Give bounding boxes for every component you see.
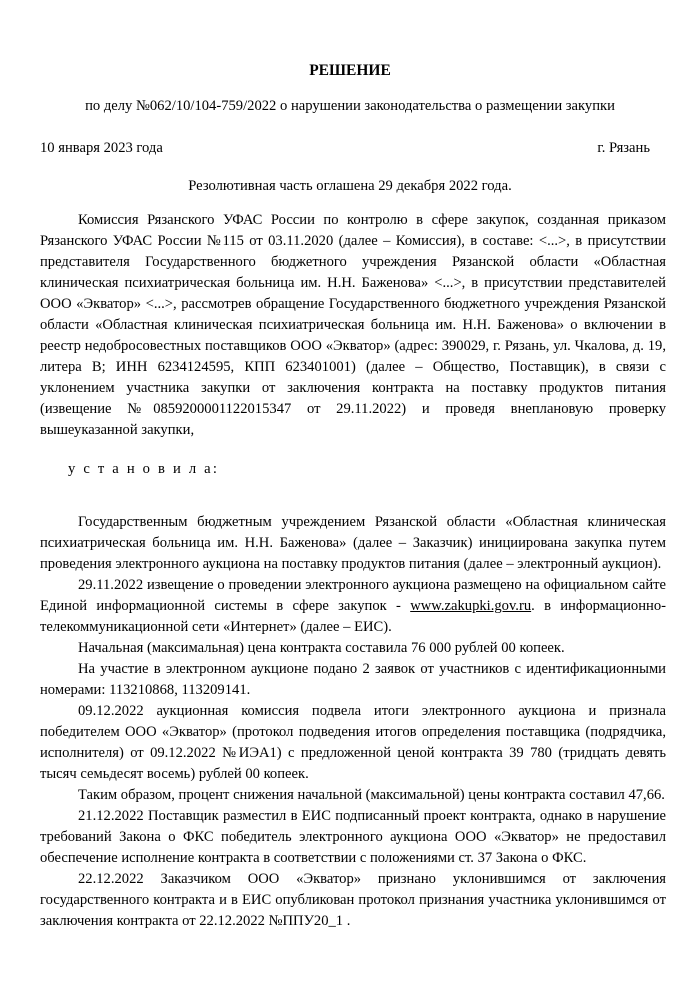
commission-paragraph: Комиссия Рязанского УФАС России по контролю в сфере закупок, созданная приказом Рязанского УФАС России №115 от 03.11.2020 (далее – Комиссия), в составе: <...>, в присутствии представителя Государственного бюджетного учреждения Рязанской области «Областная клиническая психиатрическая больница им. Н.Н. Баженова» <...>, в присутствии представителей ООО «Экватор» <...>, рассмотрев обращение Государственного бюджетного учреждения Рязанской области «Областная клиническая психиатрическая больница им. Н.Н. Баженова» о включении в реестр недобросовестных поставщиков ООО «Экватор» (адрес: 390029, г. Рязань, ул. Чкалова, д. 19, литера В; ИНН 6234124595, КПП 623401001) (далее – Общество, Поставщик), в связи с уклонением участника закупки от заключения контракта на поставку продуктов питания (извещение №0859200001122015347 от 29.11.2022) и проведя внеплановую проверку вышеуказанной закупки, (40, 212, 666, 438)
paragraph-customer: Государственным бюджетным учреждением Рязанской области «Областная клиническая психиатрическая больница им. Н.Н. Баженова» (далее – Заказчик) инициирована закупка путем проведения электронного аукциона на поставку продуктов питания (далее – электронный аукцион). (40, 514, 666, 572)
notice-text-before: 29.11.2022 извещение о проведении электронного аукциона размещено на официальном сайте Единой информационной системы в сфере закупок - (40, 577, 666, 614)
paragraph-reduction: Таким образом, процент снижения начальной (максимальной) цены контракта составил 47,66. (78, 787, 665, 803)
announcement-line: Резолютивная часть оглашена 29 декабря 2022 года. (188, 178, 512, 194)
paragraph-results: 09.12.2022 аукционная комиссия подвела итоги электронного аукциона и признала победителем ООО «Экватор» (протокол подведения итогов определения поставщика (подрядчика, исполнителя) от 09.12.2022 №ИЭА1) с предложенной ценой контракта 39 780 (тридцать девять тысяч семьдесят восемь) рублей 00 копеек. (40, 703, 666, 782)
document-date: 10 января 2023 года (40, 140, 163, 156)
paragraph-evasion: 22.12.2022 Заказчиком ООО «Экватор» признано уклонившимся от заключения государственного контракта и в ЕИС опубликован протокол признания участника уклонившимся от заключения контракта от 22.12.2022 №ППУ20_1 . (40, 871, 666, 929)
zakupki-link[interactable]: www.zakupki.gov.ru (410, 598, 532, 614)
document-body (40, 210, 666, 932)
notice-text-after: . в информационно-телекоммуникационной сети «Интернет» (далее – ЕИС). (40, 598, 666, 635)
paragraph-notice (40, 575, 666, 638)
established-heading: у с т а н о в и л а: (68, 461, 220, 477)
document-city: г. Рязань (597, 140, 650, 156)
paragraph-contract-posted: 21.12.2022 Поставщик разместил в ЕИС подписанный проект контракта, однако в нарушение требований Закона о ФКС победитель электронного аукциона ООО «Экватор» не предоставил обеспечение исполнение контракта в соответствии с положениями ст. 37 Закона о ФКС. (40, 808, 666, 866)
paragraph-initial-price: Начальная (максимальная) цена контракта составила 76 000 рублей 00 копеек. (78, 640, 565, 656)
paragraph-applications: На участие в электронном аукционе подано 2 заявок от участников с идентификационными номерами: 113210868, 113209141. (40, 661, 666, 698)
document-title: РЕШЕНИЕ (309, 62, 391, 79)
document-subtitle: по делу №062/10/104-759/2022 о нарушении законодательства о размещении закупки (85, 98, 615, 114)
